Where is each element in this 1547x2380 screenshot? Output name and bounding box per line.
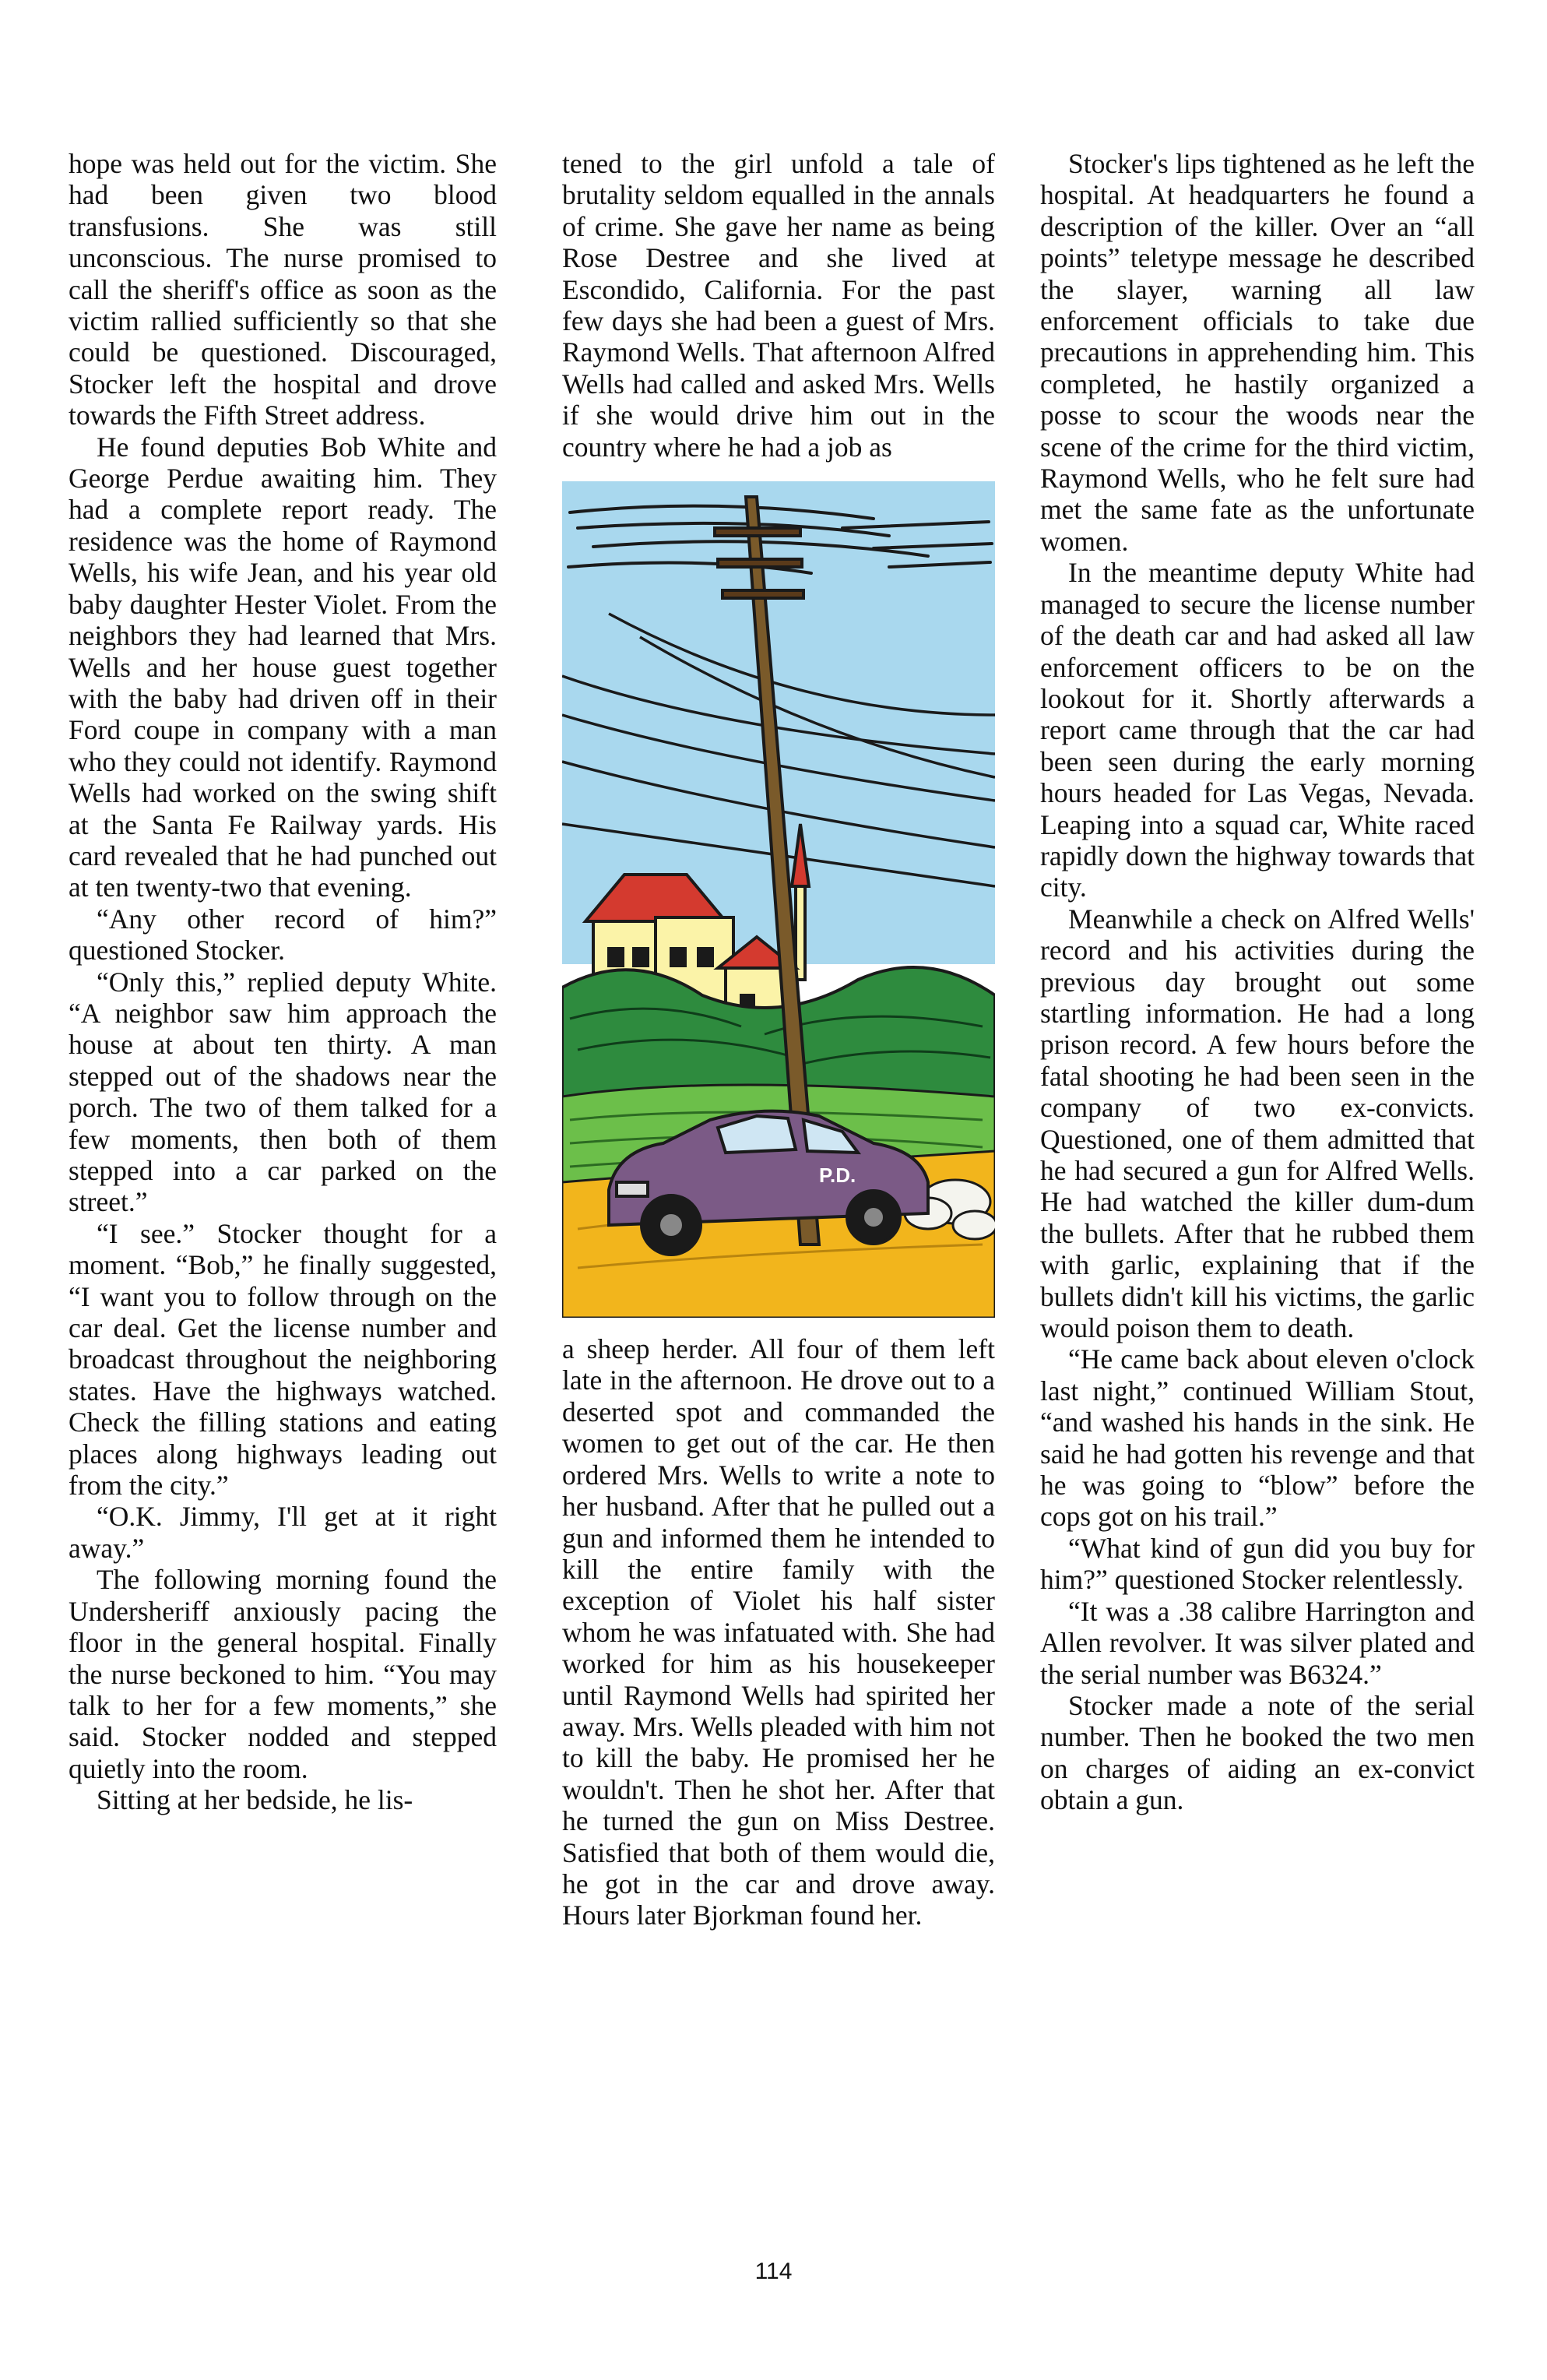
paragraph: Stocker's lips tightened as he left the hospital. At headquarters he found a description of the killer. Over an “all points” teletype message he described the slayer, warning all law enforcement officials to take due precautions in apprehending him. This completed, he hastily organized a posse to scour the woods near the scene of the crime for the third victim, Raymond Wells, who he felt sure had met the same fate as the unfortunate women.	[1040, 148, 1475, 557]
paragraph: “Only this,” replied deputy White. “A neighbor saw him approach the house at about ten thirty. A man stepped out of the shadows near the porch. The two of them talked for a few moments, then both of them stepped into a car parked on the street.”	[69, 966, 497, 1218]
paragraph: “He came back about eleven o'clock last night,” continued William Stout, “and washed his hands in the sink. He said he had gotten his revenge and that he was going to “blow” before the cops got on his trail.”	[1040, 1343, 1475, 1533]
paragraph: “What kind of gun did you buy for him?” questioned Stocker relentlessly.	[1040, 1532, 1475, 1596]
paragraph: Stocker made a note of the serial number. Then he booked the two men on charges of aiding an ex-convict obtain a gun.	[1040, 1689, 1475, 1816]
paragraph: In the meantime deputy White had managed to secure the license number of the death car and had asked all law enforcement officers to be on the lookout for it. Shortly afterwards a report came through that the car had been seen during the early morning hours headed for Las Vegas, Nevada. Leaping into a squad car, White raced rapidly down the highway towards that city.	[1040, 557, 1475, 903]
paragraph: “I see.” Stocker thought for a moment. “Bob,” he finally suggested, “I want you to follow through on the car deal. Get the license number and broadcast throughout the neighboring states. Have the highways watched. Check the filling stations and eating places along highways leading out from the city.”	[69, 1217, 497, 1502]
paragraph: Sitting at her bedside, he lis-	[97, 1784, 413, 1816]
text-column-2	[562, 148, 995, 1931]
page-number: 114	[754, 2259, 793, 2284]
illustration-car-telephone-pole	[562, 481, 995, 1318]
paragraph: Meanwhile a check on Alfred Wells' record and his activities during the previous day brought out some startling information. He had a long prison record. A few hours before the fatal shooting he had been seen in the company of two ex-convicts. Questioned, one of them admitted that he had secured a gun for Alfred Wells. He had watched the killer dum-dum the bullets. After that he rubbed them with garlic, explaining that if the bullets didn't kill his victims, the garlic would poison them to death.	[1040, 903, 1475, 1344]
paragraph: “Any other record of him?” questioned Stocker.	[69, 903, 497, 966]
paragraph: tened to the girl unfold a tale of brutality seldom equalled in the annals of crime. She gave her name as being Rose Destree and she lived at Escondido, California. For the past few days she had been a guest of Mrs. Raymond Wells. That afternoon Alfred Wells had called and asked Mrs. Wells if she would drive him out in the country where he had a job as	[562, 148, 995, 463]
paragraph: He found deputies Bob White and George Perdue awaiting him. They had a complete report ready. The residence was the home of Raymond Wells, his wife Jean, and his year old baby daughter Hester Violet. From the neighbors they had learned that Mrs. Wells and her house guest together with the baby had driven off in their Ford coupe in company with a man who they could not identify. Raymond Wells had worked on the swing shift at the Santa Fe Railway yards. His card revealed that he had punched out at ten twenty-two that evening.	[69, 431, 497, 903]
car-plate: P.D.	[819, 1164, 856, 1188]
paragraph: The following morning found the Undersheriff anxiously pacing the floor in the general hospital. Finally the nurse beckoned to him. “You may talk to her for a few moments,” she said. Stocker nodded and stepped quietly into the room.	[69, 1564, 497, 1784]
text-column-3	[1040, 148, 1475, 1816]
text-column-1	[69, 148, 497, 1816]
paragraph: “It was a .38 calibre Harrington and Allen revolver. It was silver plated and the serial number was B6324.”	[1040, 1595, 1475, 1690]
paragraph: “O.K. Jimmy, I'll get at it right away.”	[69, 1501, 497, 1564]
paragraph: hope was held out for the victim. She had been given two blood transfusions. She was still unconscious. The nurse promised to call the sheriff's office as soon as the victim rallied sufficiently so that she could be questioned. Discouraged, Stocker left the hospital and drove towards the Fifth Street address.	[69, 148, 497, 431]
paragraph: a sheep herder. All four of them left late in the afternoon. He drove out to a deserted spot and commanded the women to get out of the car. He then ordered Mrs. Wells to write a note to her husband. After that he pulled out a gun and informed them he intended to kill the entire family with the exception of Violet his half sister whom he was infatuated with. She had worked for him as his housekeeper until Raymond Wells had spirited her away. Mrs. Wells pleaded with him not to kill the baby. He promised her he wouldn't. Then he shot her. After that he turned the gun on Miss Destree. Satisfied that both of them would die, he got in the car and drove away. Hours later Bjorkman found her.	[562, 1333, 995, 1931]
